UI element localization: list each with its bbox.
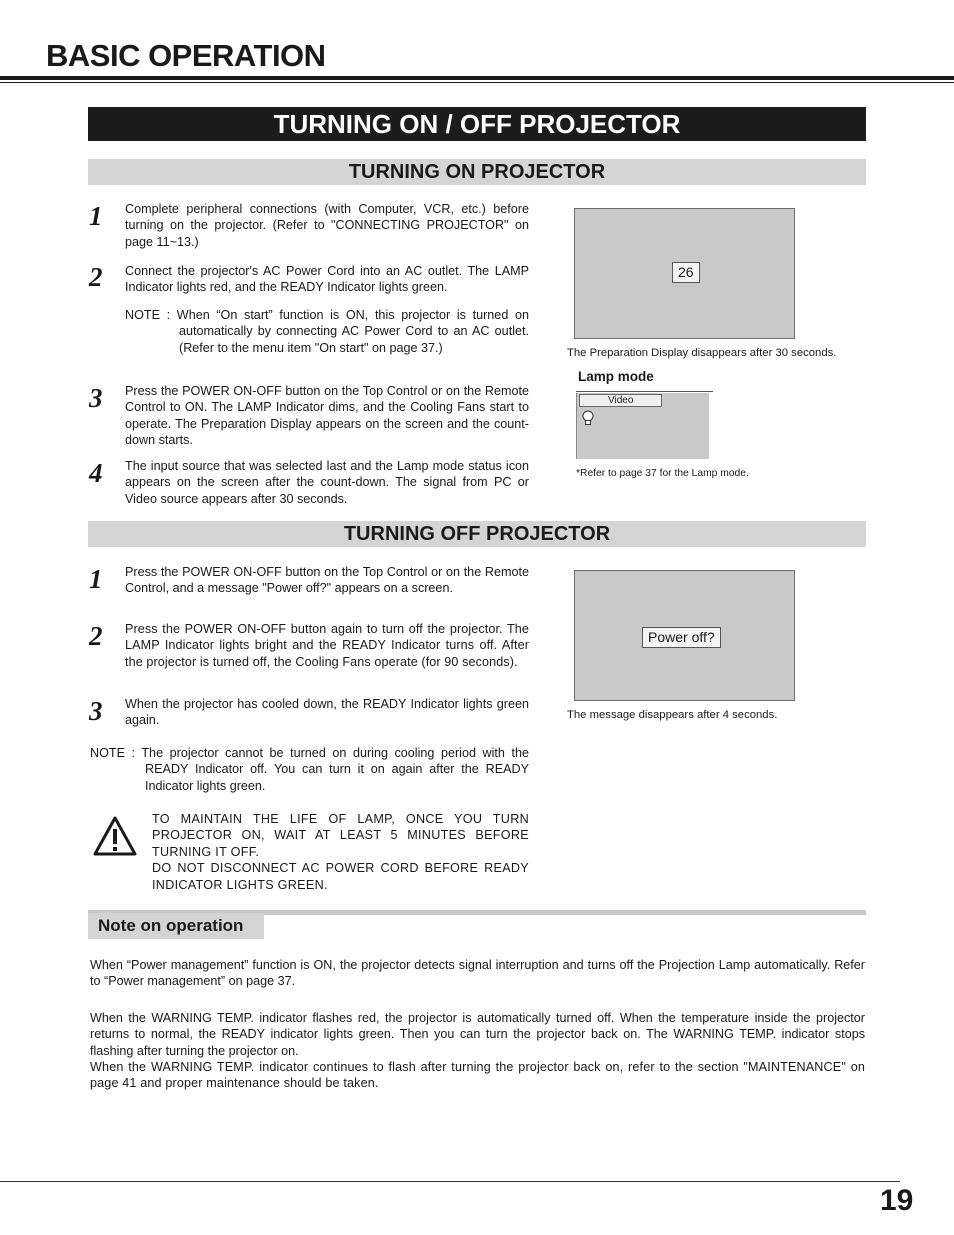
on-step-2-number: 2 [89, 262, 103, 292]
section-title: BASIC OPERATION [46, 38, 326, 73]
on-step-4-text: The input source that was selected last and the Lamp mode status icon appears on the screen after the count-down. The signal from PC or Video source appears after 30 seconds. [125, 459, 529, 506]
warning-text [152, 811, 529, 893]
lamp-video-box: Video [579, 394, 662, 407]
page-title: TURNING ON / OFF PROJECTOR [88, 107, 866, 141]
turning-off-heading: TURNING OFF PROJECTOR [88, 521, 866, 547]
on-step-1-number: 1 [89, 201, 103, 231]
header-rule-thin [0, 82, 954, 83]
lamp-mode-display [576, 393, 709, 459]
page-number: 19 [880, 1184, 914, 1217]
operation-para-1: When “Power management” function is ON, the projector detects signal interruption and turns off the Projection Lamp automatically. Refer to “Power management” on page 37. [90, 958, 865, 989]
warning-icon [92, 815, 138, 857]
on-note-text: NOTE : When “On start” function is ON, this projector is turned on automatically by connecting AC Power Cord to an AC outlet. (Refer to the menu item "On start" on page 37.) [125, 308, 529, 355]
operation-para-2: When the WARNING TEMP. indicator flashes red, the projector is automatically turned off. When the temperature inside the projector returns to normal, the READY indicator lights green. Then you can turn the projector back on. The WARNING TEMP. indicator stops flashing after turning the projector on. [90, 1011, 865, 1058]
footer-rule [0, 1181, 900, 1182]
lamp-mode-caption: *Refer to page 37 for the Lamp mode. [576, 468, 749, 479]
on-step-2-text: Connect the projector's AC Power Cord into an AC outlet. The LAMP Indicator lights red, and the READY Indicator lights green. [125, 264, 529, 295]
off-step-1-text: Press the POWER ON-OFF button on the Top Control or on the Remote Control, and a message "Power off?" appears on a screen. [125, 565, 529, 596]
power-off-message: Power off? [642, 627, 721, 648]
on-note [125, 307, 529, 356]
off-step-2-text: Press the POWER ON-OFF button again to turn off the projector. The LAMP Indicator lights bright and the READY Indicator turns off. After the projector is turned off, the Cooling Fans operate (for 90 seconds). [125, 622, 529, 669]
off-step-1-number: 1 [89, 564, 103, 594]
on-step-1-text: Complete peripheral connections (with Computer, VCR, etc.) before turning on the projector. (Refer to "CONNECTING PROJECTOR" on page 11~13.) [125, 202, 529, 249]
on-step-4-number: 4 [89, 458, 103, 488]
countdown-value: 26 [672, 262, 700, 283]
turning-on-heading: TURNING ON PROJECTOR [88, 159, 866, 185]
lamp-mode-label: Lamp mode [578, 369, 654, 384]
preparation-display [574, 208, 795, 339]
off-step-2-number: 2 [89, 621, 103, 651]
on-step-3-text: Press the POWER ON-OFF button on the Top Control or on the Remote Control to ON. The LAMP Indicator dims, and the Cooling Fans start to operate. The Preparation Display appears on the screen and the count-down starts. [125, 384, 529, 448]
off-note [90, 745, 529, 794]
operation-para-3: When the WARNING TEMP. indicator continues to flash after turning the projector back on, refer to the section "MAINTENANCE" on page 41 and proper maintenance should be taken. [90, 1060, 865, 1091]
off-note-text: NOTE : The projector cannot be turned on during cooling period with the READY Indicator off. You can turn it on again after the READY Indicator lights green. [90, 746, 529, 793]
warning-power-cord: DO NOT DISCONNECT AC POWER CORD BEFORE READY INDICATOR LIGHTS GREEN. [152, 861, 529, 892]
on-step-3-number: 3 [89, 383, 103, 413]
lamp-mode-rule [576, 391, 713, 392]
off-step-3-text: When the projector has cooled down, the READY Indicator lights green again. [125, 697, 529, 728]
warning-lamp-life: TO MAINTAIN THE LIFE OF LAMP, ONCE YOU TURN PROJECTOR ON, WAIT AT LEAST 5 MINUTES BEFORE TURNING IT OFF. [152, 812, 529, 859]
lamp-icon [581, 410, 595, 426]
header-rule [0, 76, 954, 80]
power-off-caption: The message disappears after 4 seconds. [567, 709, 778, 721]
off-step-3-number: 3 [89, 696, 103, 726]
power-off-display [574, 570, 795, 701]
preparation-caption: The Preparation Display disappears after 30 seconds. [567, 347, 837, 359]
operation-heading: Note on operation [88, 913, 264, 939]
